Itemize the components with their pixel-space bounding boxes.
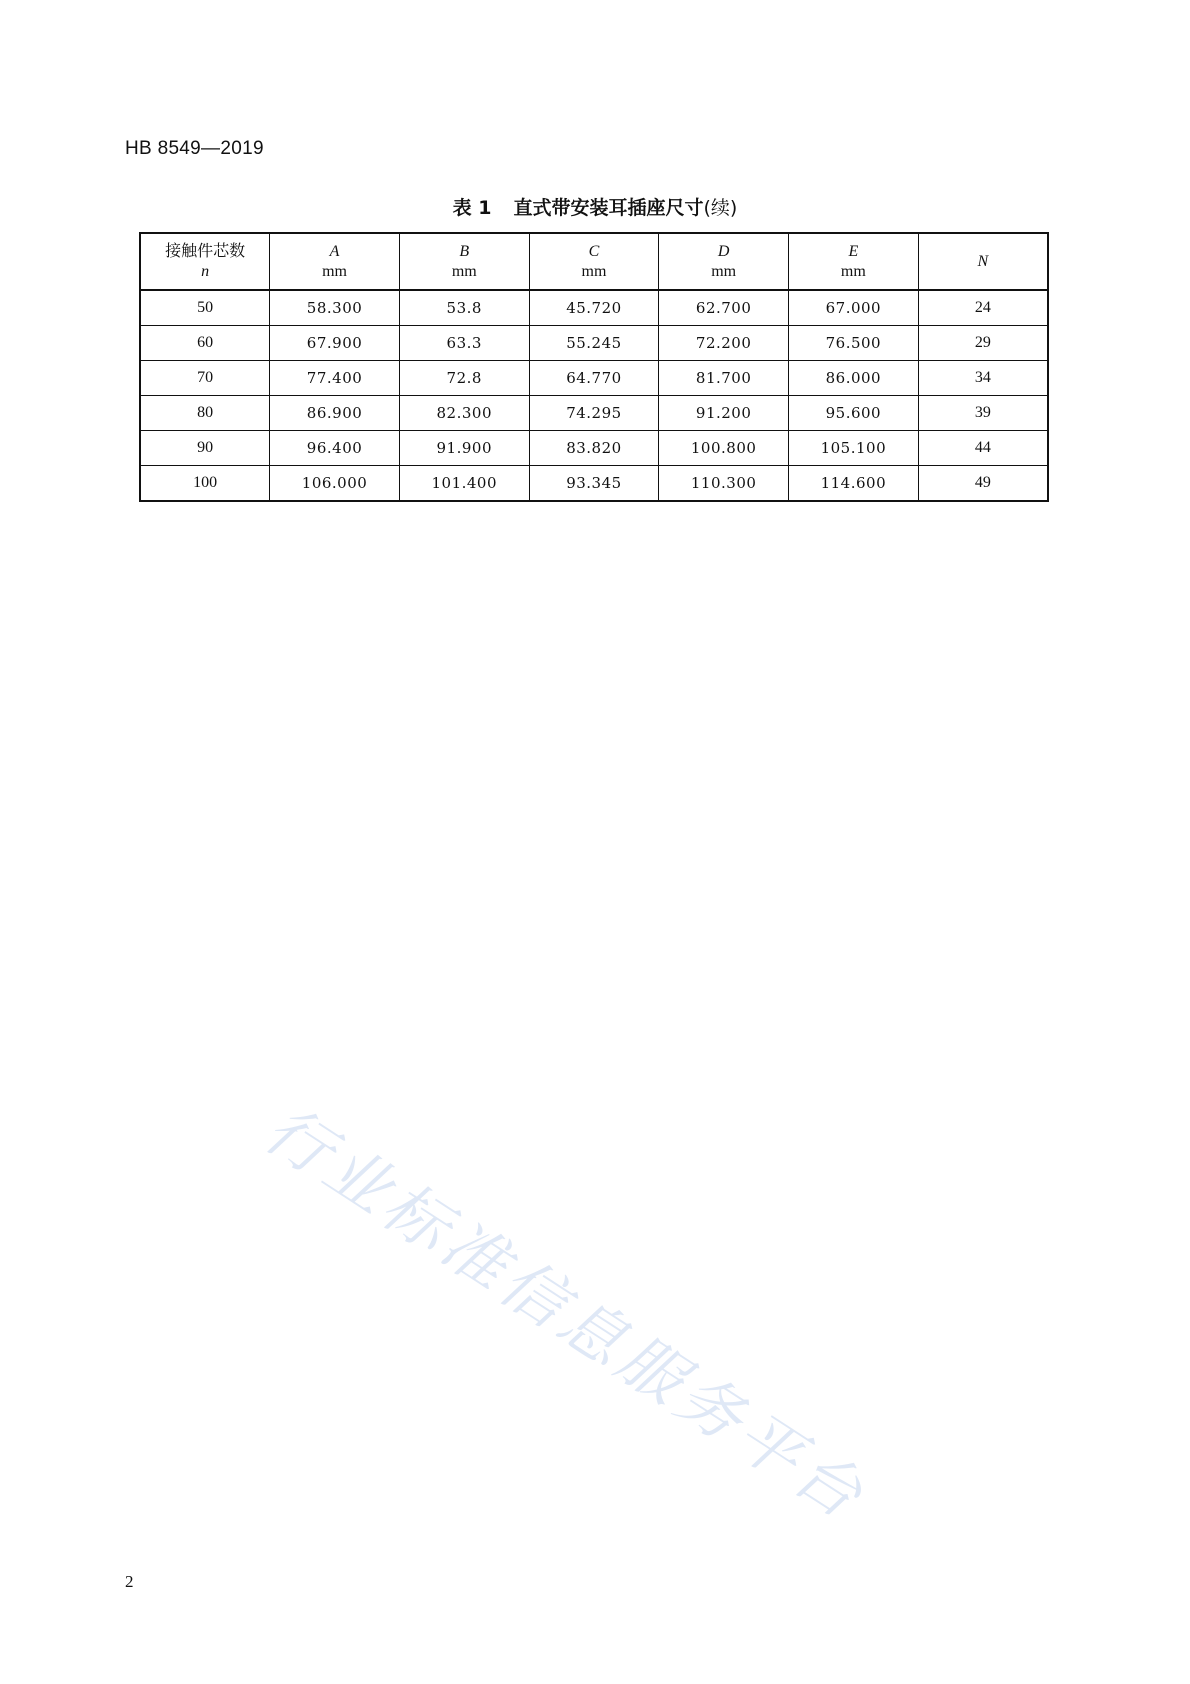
col-header-symbol: n (201, 263, 210, 280)
cell-n: 29 (918, 326, 1048, 361)
table-continued-suffix: (续) (703, 197, 738, 219)
cell-a: 77.400 (270, 361, 400, 396)
cell-c: 64.770 (529, 361, 659, 396)
table-row (140, 396, 1048, 431)
cell-contact-count: 50 (140, 290, 270, 326)
cell-e: 114.600 (789, 466, 919, 502)
col-header-symbol: A (329, 242, 340, 260)
watermark-text: 行业标准信息服务平台 (251, 1092, 879, 1536)
cell-b: 53.8 (399, 290, 529, 326)
col-header-symbol: E (848, 242, 859, 260)
page-number: 2 (125, 1572, 134, 1591)
cell-a: 96.400 (270, 431, 400, 466)
col-header-contact-count (140, 233, 270, 290)
col-header-symbol: C (588, 242, 600, 260)
cell-n: 34 (918, 361, 1048, 396)
cell-contact-count: 60 (140, 326, 270, 361)
col-header-a (270, 233, 400, 290)
table-header-row (140, 233, 1048, 290)
dimensions-table (139, 232, 1049, 502)
cell-contact-count: 80 (140, 396, 270, 431)
col-header-name: 接触件芯数 (165, 241, 246, 260)
cell-n: 24 (918, 290, 1048, 326)
cell-a: 67.900 (270, 326, 400, 361)
cell-b: 72.8 (399, 361, 529, 396)
cell-b: 63.3 (399, 326, 529, 361)
col-header-unit: mm (711, 262, 737, 280)
col-header-unit: mm (581, 262, 607, 280)
cell-contact-count: 100 (140, 466, 270, 502)
cell-a: 86.900 (270, 396, 400, 431)
cell-c: 55.245 (529, 326, 659, 361)
cell-contact-count: 90 (140, 431, 270, 466)
table-caption (0, 193, 1190, 220)
cell-e: 76.500 (789, 326, 919, 361)
cell-d: 110.300 (659, 466, 789, 502)
cell-d: 81.700 (659, 361, 789, 396)
table-row (140, 326, 1048, 361)
col-header-symbol: B (459, 242, 470, 260)
cell-d: 100.800 (659, 431, 789, 466)
cell-e: 67.000 (789, 290, 919, 326)
cell-d: 91.200 (659, 396, 789, 431)
table-row (140, 361, 1048, 396)
cell-c: 74.295 (529, 396, 659, 431)
cell-e: 86.000 (789, 361, 919, 396)
cell-d: 72.200 (659, 326, 789, 361)
cell-a: 106.000 (270, 466, 400, 502)
table-row (140, 290, 1048, 326)
col-header-unit: mm (840, 262, 866, 280)
cell-b: 82.300 (399, 396, 529, 431)
cell-d: 62.700 (659, 290, 789, 326)
cell-e: 105.100 (789, 431, 919, 466)
cell-n: 39 (918, 396, 1048, 431)
cell-b: 91.900 (399, 431, 529, 466)
cell-b: 101.400 (399, 466, 529, 502)
col-header-unit: mm (451, 262, 477, 280)
table-number: 表 1 (452, 197, 492, 219)
cell-c: 93.345 (529, 466, 659, 502)
col-header-symbol: N (977, 252, 989, 270)
cell-e: 95.600 (789, 396, 919, 431)
col-header-unit: mm (322, 262, 347, 280)
col-header-d (659, 233, 789, 290)
cell-contact-count: 70 (140, 361, 270, 396)
table-title: 直式带安装耳插座尺寸 (513, 197, 704, 219)
col-header-e (789, 233, 919, 290)
cell-n: 49 (918, 466, 1048, 502)
table-row (140, 466, 1048, 502)
cell-n: 44 (918, 431, 1048, 466)
col-header-c (529, 233, 659, 290)
standard-code: HB 8549—2019 (125, 138, 264, 159)
cell-c: 45.720 (529, 290, 659, 326)
cell-a: 58.300 (270, 290, 400, 326)
col-header-symbol: D (717, 242, 730, 260)
col-header-n (918, 233, 1048, 290)
table-row (140, 431, 1048, 466)
col-header-b (399, 233, 529, 290)
cell-c: 83.820 (529, 431, 659, 466)
